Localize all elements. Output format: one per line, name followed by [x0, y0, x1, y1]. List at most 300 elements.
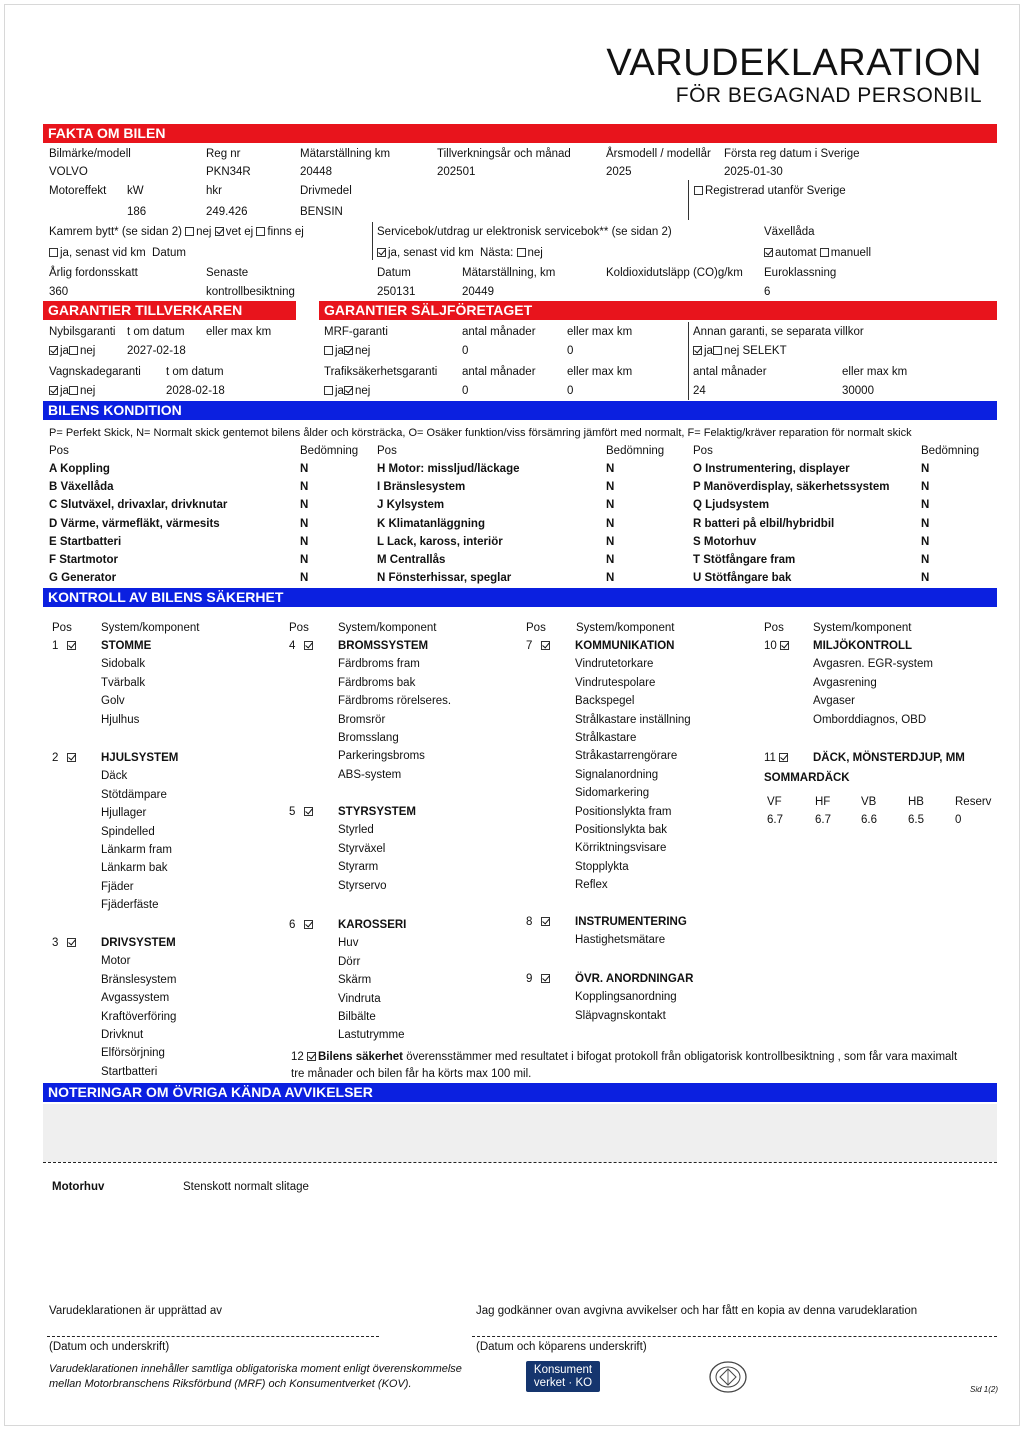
utanfor-label: Registrerad utanför Sverige: [705, 185, 846, 197]
kondition-item-value: N: [300, 463, 309, 475]
kontroll-item: Styrväxel: [338, 842, 386, 855]
group-number: 6: [289, 919, 296, 931]
kondition-item-label: L Lack, kaross, interiör: [377, 535, 503, 548]
trafik-km: 0: [567, 385, 574, 397]
matar2-value: 20449: [462, 286, 494, 298]
kondition-item-label: E Startbatteri: [49, 535, 122, 548]
kontroll-item: Omborddiagnos, OBD: [813, 713, 927, 726]
kontroll-group-name: DÄCK, MÖNSTERDJUP, MM: [813, 752, 965, 764]
kontroll-group-name: KAROSSERI: [338, 919, 407, 931]
kamrem-ja-row: [49, 246, 186, 260]
document-title: VARUDEKLARATION: [606, 42, 982, 84]
drivmedel-label: Drivmedel: [300, 185, 352, 197]
hkr-label: hkr: [206, 185, 222, 197]
kamrem-ja-checkbox[interactable]: [49, 248, 58, 257]
sommardack-label: SOMMARDÄCK: [764, 772, 850, 784]
kondition-item-label: N Fönsterhissar, speglar: [377, 572, 512, 585]
kontroll-item: Stråkastarrengörare: [575, 750, 678, 763]
group-number: 3: [52, 937, 59, 949]
servicebok-nej-checkbox[interactable]: [517, 248, 526, 257]
kondition-item-value: N: [300, 572, 309, 585]
nybil-janej: [49, 344, 95, 358]
mrf-km: 0: [567, 345, 574, 357]
vagnskada-janej: [49, 384, 95, 398]
nybil-label: Nybilsgaranti: [49, 326, 116, 338]
kondition-item-value: N: [921, 517, 930, 530]
kontroll-group-header: [526, 915, 552, 929]
kontroll-item: Vindrutetorkare: [575, 658, 654, 671]
kondition-pos-label-3: Pos: [693, 445, 713, 457]
vagnskada-datum: 2028-02-18: [166, 385, 225, 397]
kontroll-item: Avgasren. EGR-system: [813, 658, 933, 671]
kondition-item-label: S Motorhuv: [693, 535, 757, 548]
trafik-max-label: eller max km: [567, 366, 633, 378]
group-number: 1: [52, 640, 59, 652]
kamrem-vetej-checkbox[interactable]: [215, 227, 224, 236]
kondition-item-label: U Stötfångare bak: [693, 572, 792, 585]
nybil-nej-label: nej: [79, 345, 96, 357]
euro-label: Euroklassning: [764, 267, 837, 279]
kondition-item-label: R batteri på elbil/hybridbil: [693, 517, 835, 530]
mrf-seal-icon: [708, 1360, 748, 1394]
automat-label: automat: [775, 247, 817, 259]
tyre-header: VF: [767, 796, 782, 808]
arsmodell-label: Årsmodell / modellår: [606, 148, 711, 160]
kontroll-group-name: INSTRUMENTERING: [575, 916, 687, 928]
kondition-item-label: O Instrumentering, displayer: [693, 463, 850, 475]
kondition-item-value: N: [606, 535, 615, 548]
vaxellada-row: [764, 246, 871, 260]
vaxellada-label: Växellåda: [764, 226, 815, 238]
automat-checkbox[interactable]: [764, 248, 773, 257]
kondition-item-value: N: [606, 463, 615, 475]
group-number: 10: [764, 640, 777, 652]
kondition-item-value: N: [606, 554, 615, 566]
kondition-pos-label-1: Pos: [49, 445, 69, 457]
kontroll-item: Hjulhus: [101, 713, 140, 726]
kontroll-group-name: STYRSYSTEM: [338, 806, 416, 818]
kondition-item-label: Q Ljudsystem: [693, 499, 770, 512]
tillv-label: Tillverkningsår och månad: [437, 148, 571, 160]
group-number: 4: [289, 640, 296, 652]
group-checkbox[interactable]: [67, 753, 76, 762]
nybil-max-label: eller max km: [206, 326, 272, 338]
section-saljforetaget: GARANTIER SÄLJFÖRETAGET: [319, 301, 997, 320]
kontroll-item: Hastighetsmätare: [575, 934, 666, 947]
annan-label: Annan garanti, se separata villkor: [693, 326, 864, 338]
tillv-value: 202501: [437, 166, 476, 178]
kondition-item-label: C Slutväxel, drivaxlar, drivknutar: [49, 499, 228, 512]
kontroll-sys-label-3: System/komponent: [576, 622, 675, 634]
kamrem-ja-label: ja, senast vid km: [60, 247, 146, 259]
kondition-item-label: P Manöverdisplay, säkerhetssystem: [693, 481, 890, 494]
vagnskada-nej-label: nej: [79, 385, 96, 397]
nybil-ja-checkbox[interactable]: [49, 346, 58, 355]
tyre-header: VB: [861, 796, 877, 808]
kontroll-item: Avgasrening: [813, 676, 877, 689]
annan-man: 24: [693, 385, 706, 397]
safety-line-2: tre månader och bilen får ha körts max 100 mil.: [291, 1068, 532, 1080]
kontroll-item: Drivknut: [101, 1029, 144, 1041]
tyre-header: HB: [908, 796, 924, 808]
kontroll-group-header: [289, 918, 315, 932]
kontroll-item: Avgaser: [813, 695, 855, 708]
safety-bold: Bilens säkerhet: [318, 1051, 404, 1063]
kontroll-item: Avgassystem: [101, 992, 170, 1005]
kondition-item-label: I Bränslesystem: [377, 481, 466, 494]
vagnskada-label: Vagnskadegaranti: [49, 366, 141, 378]
bilmarke-value: VOLVO: [49, 166, 88, 178]
kontroll-group-header: [289, 805, 315, 819]
note-text: Stenskott normalt slitage: [183, 1181, 309, 1193]
trafik-antal-label: antal månader: [462, 366, 536, 378]
vagnskada-ja-checkbox[interactable]: [49, 386, 58, 395]
kontroll-item: Skärm: [338, 974, 372, 987]
kontroll-item: Färdbroms rörelseres.: [338, 695, 452, 708]
co2-label: Koldioxidutsläpp (CO)g/km: [606, 267, 743, 279]
divider-line: [688, 322, 689, 400]
servicebok-row: [377, 246, 543, 260]
kondition-item-value: N: [300, 535, 309, 548]
kontroll-sys-label-1: System/komponent: [101, 622, 200, 634]
bilmarke-label: Bilmärke/modell: [49, 148, 131, 160]
kontroll-item: Färdbroms bak: [338, 676, 416, 689]
nybil-ja-label: ja: [60, 345, 69, 357]
tyre-value: 0: [955, 814, 962, 826]
kamrem-nej-label: nej: [196, 226, 212, 238]
kondition-item-label: M Centrallås: [377, 554, 446, 566]
kontroll-item: Vindrutespolare: [575, 676, 656, 689]
kontroll-sys-label-2: System/komponent: [338, 622, 437, 634]
group-checkbox[interactable]: [779, 753, 788, 762]
kontroll-group-header: [764, 751, 790, 765]
forsta-label: Första reg datum i Sverige: [724, 148, 860, 160]
kondition-item-value: N: [606, 481, 615, 494]
divider-line: [372, 222, 373, 260]
kontroll-group-name: DRIVSYSTEM: [101, 937, 176, 949]
group-checkbox[interactable]: [67, 641, 76, 650]
kontroll-group-name: ÖVR. ANORDNINGAR: [575, 973, 694, 985]
datum-sign-label: (Datum och underskrift): [49, 1341, 170, 1353]
kontroll-group-name: MILJÖKONTROLL: [813, 640, 913, 652]
kondition-item-value: N: [921, 499, 930, 512]
trafik-ja-checkbox[interactable]: [324, 386, 333, 395]
kondition-item-label: D Värme, värmefläkt, värmesits: [49, 517, 220, 530]
safety-checkbox[interactable]: [307, 1052, 316, 1061]
kondition-item-value: N: [921, 481, 930, 494]
fordonsskatt-value: 360: [49, 286, 69, 298]
disclaimer-line-1: Varudeklarationen innehåller samtliga obligatoriska moment enligt överenskommelse: [49, 1363, 462, 1375]
kontroll-group-name: HJULSYSTEM: [101, 752, 179, 764]
kamrem-row: [49, 225, 304, 239]
kontroll-item: Spindelled: [101, 825, 155, 838]
notes-separator: [43, 1162, 997, 1163]
section-fakta: FAKTA OM BILEN: [43, 124, 997, 143]
fordonsskatt-label: Årlig fordonsskatt: [49, 267, 138, 279]
notes-area[interactable]: [43, 1104, 997, 1162]
kontroll-item: Länkarm fram: [101, 844, 172, 856]
kontroll-pos-label-2: Pos: [289, 622, 309, 634]
kontroll-item: Kopplingsanordning: [575, 991, 677, 1004]
kontroll-item: Stopplykta: [575, 860, 629, 873]
kontroll-sys-label-4: System/komponent: [813, 622, 912, 634]
kondition-item-value: N: [300, 554, 309, 566]
kontroll-item: Styrservo: [338, 879, 387, 892]
kondition-item-label: G Generator: [49, 572, 117, 585]
document-subtitle: FÖR BEGAGNAD PERSONBIL: [675, 84, 982, 107]
annan-antal-label: antal månader: [693, 366, 767, 378]
kontroll-item: Färdbroms fram: [338, 658, 420, 671]
kondition-item-value: N: [606, 517, 615, 530]
kondition-item-value: N: [921, 554, 930, 566]
trafik-label: Trafiksäkerhetsgaranti: [324, 366, 438, 378]
manuell-label: manuell: [830, 247, 872, 259]
kontroll-item: Motor: [101, 955, 131, 968]
kondition-item-value: N: [606, 572, 615, 585]
kontroll-item: Däck: [101, 770, 128, 783]
group-checkbox[interactable]: [780, 641, 789, 650]
kontroll-item: Bromsslang: [338, 732, 399, 744]
kontroll-group-header: [526, 972, 552, 986]
kontroll-item: Golv: [101, 695, 125, 708]
kondition-item-label: T Stötfångare fram: [693, 554, 796, 566]
konsumentverket-logo: [526, 1361, 600, 1392]
nybil-datum: 2027-02-18: [127, 345, 186, 357]
annan-nej-checkbox[interactable]: [713, 346, 722, 355]
kontroll-item: Positionslykta bak: [575, 824, 668, 836]
kontroll-item: Kraftöverföring: [101, 1010, 177, 1023]
annan-km: 30000: [842, 385, 874, 397]
kontroll-item: Tvärbalk: [101, 676, 146, 689]
trafik-man: 0: [462, 385, 469, 397]
mrf-man: 0: [462, 345, 469, 357]
section-kondition: BILENS KONDITION: [43, 401, 997, 420]
kontroll-label: kontrollbesiktning: [206, 286, 295, 298]
datum2-label: Datum: [377, 267, 411, 279]
group-checkbox[interactable]: [67, 938, 76, 947]
kondition-item-value: N: [300, 481, 309, 494]
kontroll-item: Positionslykta fram: [575, 805, 672, 818]
kontroll-pos-label-3: Pos: [526, 622, 546, 634]
kondition-bed-label-2: Bedömning: [606, 445, 665, 457]
datum2-value: 250131: [377, 286, 416, 298]
disclaimer-line-2: mellan Motorbranschens Riksförbund (MRF) och Konsumentverket (KOV).: [49, 1378, 412, 1390]
kontroll-group-header: [52, 639, 78, 653]
annan-nej-label: nej: [723, 345, 740, 357]
kondition-item-label: H Motor: missljud/läckage: [377, 463, 520, 475]
kontroll-item: Hjullager: [101, 807, 147, 820]
tyre-header: HF: [815, 796, 831, 808]
regnr-label: Reg nr: [206, 148, 241, 160]
section-noteringar: NOTERINGAR OM ÖVRIGA KÄNDA AVVIKELSER: [43, 1083, 997, 1102]
kontroll-item: Stötdämpare: [101, 788, 167, 801]
kontroll-item: Vindruta: [338, 992, 381, 1005]
group-number: 5: [289, 806, 296, 818]
kondition-item-value: N: [921, 572, 930, 585]
group-checkbox[interactable]: [541, 641, 550, 650]
kontroll-item: Bilbälte: [338, 1011, 376, 1023]
kondition-item-label: B Växellåda: [49, 481, 114, 494]
group-number: 2: [52, 752, 59, 764]
nybil-nej-checkbox[interactable]: [69, 346, 78, 355]
kondition-item-value: N: [921, 463, 930, 475]
kontroll-group-header: [52, 751, 78, 765]
vagnskada-tom-label: t om datum: [166, 366, 224, 378]
signature-line-seller[interactable]: [47, 1336, 379, 1337]
kontroll-group-header: [289, 639, 315, 653]
arsmodell-value: 2025: [606, 166, 632, 178]
kondition-item-value: N: [300, 517, 309, 530]
page-number: Sid 1(2): [970, 1385, 999, 1394]
matar-label: Mätarställning km: [300, 148, 391, 160]
kontroll-pos-label-4: Pos: [764, 622, 784, 634]
kontroll-item: Strålkastare inställning: [575, 713, 691, 726]
mrf-max-label: eller max km: [567, 326, 633, 338]
trafik-janej: [324, 384, 370, 398]
mrf-nej-label: nej: [354, 345, 371, 357]
section-tillverkaren: GARANTIER TILLVERKAREN: [43, 301, 296, 320]
tyre-value: 6.7: [815, 814, 831, 826]
group-checkbox[interactable]: [304, 641, 313, 650]
euro-value: 6: [764, 286, 771, 298]
group-checkbox[interactable]: [304, 807, 313, 816]
mrf-ja-label: ja: [335, 345, 344, 357]
senaste-label: Senaste: [206, 267, 249, 279]
kontroll-item: Elförsörjning: [101, 1047, 165, 1060]
kontroll-item: Körriktningsvisare: [575, 842, 667, 855]
kontroll-item: Sidomarkering: [575, 787, 650, 800]
kontroll-item: Strålkastare: [575, 732, 637, 744]
kontroll-item: Reflex: [575, 879, 608, 892]
kondition-bed-label-1: Bedömning: [300, 445, 359, 457]
group-checkbox[interactable]: [304, 920, 313, 929]
kontroll-group-name: BROMSSYSTEM: [338, 640, 429, 652]
note-position: Motorhuv: [52, 1181, 105, 1193]
kontroll-item: Startbatteri: [101, 1065, 158, 1078]
kw-label: kW: [127, 185, 144, 197]
kamrem-datum-label: Datum: [152, 247, 186, 259]
tyre-value: 6.6: [861, 814, 877, 826]
kondition-item-value: N: [300, 499, 309, 512]
kontroll-group-header: [52, 936, 78, 950]
kondition-item-label: J Kylsystem: [377, 499, 445, 512]
annan-value: SELEKT: [742, 345, 787, 357]
kontroll-item: Lastutrymme: [338, 1029, 405, 1042]
nasta-label: Nästa:: [480, 247, 514, 259]
kamrem-finnsej-checkbox[interactable]: [256, 227, 265, 236]
kontroll-item: Fjäder: [101, 880, 134, 893]
manuell-checkbox[interactable]: [820, 248, 829, 257]
kondition-legend: P= Perfekt Skick, N= Normalt skick gentemot bilens ålder och körsträcka, O= Osäker funktion/viss försämring jämfört med normalt, F= Felaktig/kräver reparation för normalt skick: [49, 427, 912, 439]
servicebok-ja-label: ja, senast vid km: [388, 247, 474, 259]
kontroll-item: Släpvagnskontakt: [575, 1009, 666, 1022]
kontroll-item: Bromsrör: [338, 713, 386, 726]
group-number: 7: [526, 640, 533, 652]
kontroll-item: Huv: [338, 937, 359, 950]
kontroll-item: Styrarm: [338, 861, 379, 874]
kondition-item-label: K Klimatanläggning: [377, 517, 485, 530]
mrf-label: MRF-garanti: [324, 326, 388, 338]
kamrem-label: Kamrem bytt* (se sidan 2): [49, 226, 182, 238]
annan-max-label: eller max km: [842, 366, 908, 378]
nybil-tom-label: t om datum: [127, 326, 185, 338]
forsta-value: 2025-01-30: [724, 166, 783, 178]
servicebok-nej-label: nej: [527, 247, 543, 259]
logo-line-1: Konsument: [533, 1364, 593, 1376]
matar2-label: Mätarställning, km: [462, 267, 556, 279]
mrf-ja-checkbox[interactable]: [324, 346, 333, 355]
group-number: 11: [764, 752, 776, 764]
kamrem-vetej-label: vet ej: [225, 226, 254, 238]
hkr-value: 249.426: [206, 206, 248, 218]
safety-text: överensstämmer med resultatet i bifogat protokoll från obligatorisk kontrollbesiktning , som får vara maximalt: [403, 1051, 958, 1063]
kontroll-item: ABS-system: [338, 768, 402, 781]
kontroll-group-header: [764, 639, 791, 653]
kontroll-item: Signalanordning: [575, 768, 659, 781]
kontroll-item: Parkeringsbroms: [338, 750, 425, 763]
kamrem-nej-checkbox[interactable]: [185, 227, 194, 236]
kontroll-item: Länkarm bak: [101, 862, 168, 875]
kontroll-item: Styrled: [338, 824, 374, 837]
drivmedel-value: BENSIN: [300, 206, 343, 218]
group-checkbox[interactable]: [541, 974, 550, 983]
kontroll-pos-label-1: Pos: [52, 622, 72, 634]
kondition-pos-label-2: Pos: [377, 445, 397, 457]
kontroll-item: Bränslesystem: [101, 973, 177, 986]
kondition-item-value: N: [921, 535, 930, 548]
kamrem-finnsej-label: finns ej: [267, 226, 304, 238]
safety-line-1: [291, 1050, 957, 1064]
kontroll-item: Backspegel: [575, 695, 635, 708]
servicebok-ja-checkbox[interactable]: [377, 248, 386, 257]
tyre-value: 6.7: [767, 814, 783, 826]
servicebok-label: Servicebok/utdrag ur elektronisk servicebok** (se sidan 2): [377, 226, 672, 238]
uppratt-label: Varudeklarationen är upprättad av: [49, 1305, 223, 1317]
trafik-nej-label: nej: [354, 385, 371, 397]
regnr-value: PKN34R: [206, 166, 251, 178]
kontroll-group-name: STOMME: [101, 640, 152, 652]
kontroll-group-name: KOMMUNIKATION: [575, 640, 675, 652]
trafik-nej-checkbox[interactable]: [344, 386, 353, 395]
vagnskada-nej-checkbox[interactable]: [69, 386, 78, 395]
kondition-bed-label-3: Bedömning: [921, 445, 980, 457]
kontroll-item: Fjäderfäste: [101, 899, 159, 912]
group-number: 8: [526, 916, 533, 928]
divider-line: [688, 180, 689, 220]
mrf-antal-label: antal månader: [462, 326, 536, 338]
signature-line-buyer[interactable]: [472, 1336, 997, 1337]
mrf-nej-checkbox[interactable]: [344, 346, 353, 355]
kontroll-item: Dörr: [338, 955, 361, 968]
section-kontroll: KONTROLL AV BILENS SÄKERHET: [43, 588, 997, 607]
godkanner-label: Jag godkänner ovan avgivna avvikelser och har fått en kopia av denna varudeklaration: [476, 1305, 918, 1317]
annan-ja-checkbox[interactable]: [693, 346, 702, 355]
logo-line-2: verket · KO: [533, 1377, 593, 1389]
kontroll-group-header: [526, 639, 552, 653]
group-checkbox[interactable]: [541, 917, 550, 926]
kontroll-item: Sidobalk: [101, 658, 146, 671]
utanfor-field: [694, 184, 846, 198]
mrf-janej: [324, 344, 370, 358]
kondition-item-label: A Koppling: [49, 463, 110, 475]
matar-value: 20448: [300, 166, 332, 178]
utanfor-checkbox[interactable]: [694, 186, 703, 195]
kw-value: 186: [127, 206, 147, 218]
vagnskada-ja-label: ja: [60, 385, 69, 397]
datum-kopare-label: (Datum och köparens underskrift): [476, 1341, 647, 1353]
motoreffekt-label: Motoreffekt: [49, 185, 107, 197]
group-number: 9: [526, 973, 533, 985]
